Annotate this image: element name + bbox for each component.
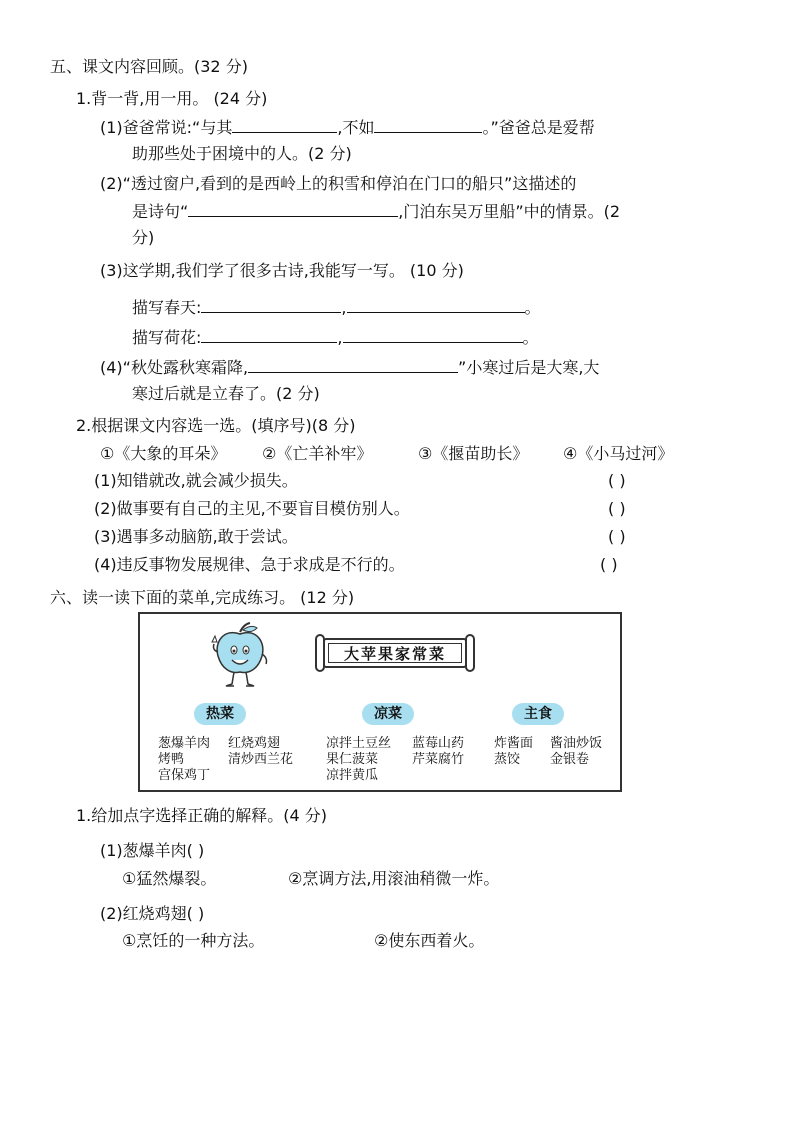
q1-item4-text-a: (4)“秋处露秋寒霜降, bbox=[100, 358, 249, 377]
period: 。 bbox=[524, 298, 541, 317]
fill-blank[interactable] bbox=[343, 326, 523, 343]
category-cold-dishes: 凉菜 bbox=[362, 703, 414, 725]
period: 。 bbox=[522, 328, 539, 347]
q2-title: 2.根据课文内容选一选。(填序号)(8 分) bbox=[76, 416, 356, 435]
spring-label: 描写春天: bbox=[132, 298, 202, 317]
s6-q1-item2-opt2: ②使东西着火。 bbox=[374, 931, 485, 950]
q1-item3-spring bbox=[132, 296, 541, 319]
q1-item2-line3: 分) bbox=[132, 228, 155, 247]
dish: 葱爆羊肉 bbox=[158, 736, 211, 751]
menu-box bbox=[138, 612, 622, 792]
q2-item-4: (4)违反事物发展规律、急于求成是不行的。 bbox=[94, 555, 405, 574]
s6-q1-item1-label: (1)葱爆羊肉( ) bbox=[100, 841, 205, 860]
q2-item-2: (2)做事要有自己的主见,不要盲目模仿别人。 bbox=[94, 499, 410, 518]
dish: 酱油炒饭 bbox=[550, 736, 603, 751]
q1-item1-text-a: (1)爸爸常说:“与其 bbox=[100, 118, 233, 137]
q1-item4-line2: 寒过后就是立春了。(2 分) bbox=[132, 384, 320, 403]
menu-title: 大苹果家常菜 bbox=[328, 643, 462, 663]
s6-q1-item2-label: (2)红烧鸡翅( ) bbox=[100, 904, 205, 923]
dish: 蓝莓山药 bbox=[412, 736, 465, 751]
s6-q1-item1-opt2: ②烹调方法,用滚油稍微一炸。 bbox=[288, 869, 500, 888]
q2-option-4: ④《小马过河》 bbox=[563, 444, 674, 463]
menu-title-scroll bbox=[323, 638, 467, 668]
fill-blank[interactable] bbox=[232, 116, 337, 133]
s6-q1-item1-opt1: ①猛然爆裂。 bbox=[122, 869, 217, 888]
q1-item2-line2 bbox=[132, 200, 620, 223]
q2-option-3: ③《揠苗助长》 bbox=[418, 444, 529, 463]
q1-item3-line1: (3)这学期,我们学了很多古诗,我能写一写。 (10 分) bbox=[100, 261, 464, 280]
q1-item1-text-b: ,不如 bbox=[337, 118, 375, 137]
dish: 金银卷 bbox=[550, 752, 590, 767]
answer-paren[interactable]: ( ) bbox=[608, 471, 626, 490]
dish: 炸酱面 bbox=[494, 736, 534, 751]
dish: 蒸饺 bbox=[494, 752, 521, 767]
dish: 芹菜腐竹 bbox=[412, 752, 465, 767]
s6-q1-title: 1.给加点字选择正确的解释。(4 分) bbox=[76, 806, 328, 825]
q2-option-2: ②《亡羊补牢》 bbox=[262, 444, 373, 463]
q1-item2-line1: (2)“透过窗户,看到的是西岭上的积雪和停泊在门口的船只”这描述的 bbox=[100, 174, 577, 193]
section6-heading: 六、读一读下面的菜单,完成练习。 (12 分) bbox=[50, 588, 355, 607]
q1-item4-text-b: ”小寒过后是大寒,大 bbox=[458, 358, 600, 377]
dish: 宫保鸡丁 bbox=[158, 768, 211, 783]
q2-item-3: (3)遇事多动脑筋,敢于尝试。 bbox=[94, 527, 298, 546]
fill-blank[interactable] bbox=[201, 326, 337, 343]
dish: 凉拌土豆丝 bbox=[326, 736, 392, 751]
q2-item-1: (1)知错就改,就会减少损失。 bbox=[94, 471, 298, 490]
q1-item4-line1 bbox=[100, 356, 599, 379]
fill-blank[interactable] bbox=[201, 296, 341, 313]
comma: , bbox=[337, 328, 343, 347]
fill-blank[interactable] bbox=[248, 356, 458, 373]
dish: 红烧鸡翅 bbox=[228, 736, 281, 751]
menu-title-banner bbox=[315, 634, 475, 672]
answer-paren[interactable]: ( ) bbox=[608, 527, 626, 546]
q1-item3-lotus bbox=[132, 326, 539, 349]
apple-mascot-icon bbox=[210, 620, 270, 694]
dish: 果仁菠菜 bbox=[326, 752, 379, 767]
section5-heading: 五、课文内容回顾。(32 分) bbox=[50, 57, 248, 76]
category-hot-dishes: 热菜 bbox=[194, 703, 246, 725]
dish: 清炒西兰花 bbox=[228, 752, 294, 767]
q1-title: 1.背一背,用一用。 (24 分) bbox=[76, 89, 268, 108]
q2-option-1: ①《大象的耳朵》 bbox=[100, 444, 227, 463]
comma: , bbox=[341, 298, 347, 317]
answer-paren[interactable]: ( ) bbox=[600, 555, 618, 574]
q1-item1 bbox=[100, 116, 595, 139]
q1-item2-text-b: ,门泊东吴万里船”中的情景。(2 bbox=[398, 202, 621, 221]
fill-blank[interactable] bbox=[347, 296, 525, 313]
s6-q1-item2-opt1: ①烹饪的一种方法。 bbox=[122, 931, 265, 950]
q1-item1-line2: 助那些处于困境中的人。(2 分) bbox=[132, 144, 352, 163]
answer-paren[interactable]: ( ) bbox=[608, 499, 626, 518]
q1-item2-text-a: 是诗句“ bbox=[132, 202, 189, 221]
fill-blank[interactable] bbox=[188, 200, 398, 217]
category-staple-food: 主食 bbox=[512, 703, 564, 725]
fill-blank[interactable] bbox=[374, 116, 482, 133]
scroll-roll-right bbox=[465, 634, 475, 672]
lotus-label: 描写荷花: bbox=[132, 328, 202, 347]
dish: 凉拌黄瓜 bbox=[326, 768, 379, 783]
dish: 烤鸭 bbox=[158, 752, 185, 767]
q1-item1-text-c: 。”爸爸总是爱帮 bbox=[482, 118, 595, 137]
